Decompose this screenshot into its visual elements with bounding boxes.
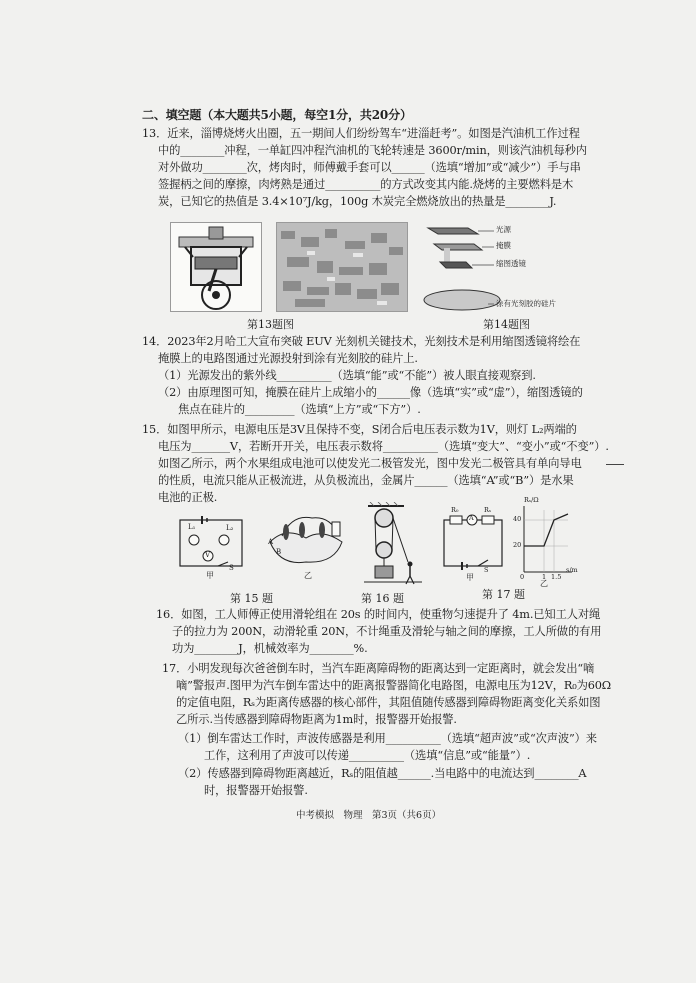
q17-line-6: 工作，这利用了声波可以传递__________（选填“信息”或“能量”）. [204, 749, 531, 762]
fig17-label-r0: R₀ [451, 506, 459, 514]
q14-line-2: 掩膜上的电路图通过光源投射到涂有光刻胶的硅片上. [158, 352, 418, 365]
fig17-label-a: A [469, 514, 474, 522]
figure-16-pulley [364, 502, 422, 586]
q14-line-1: 14．2023年2月哈工大宣布突破 EUV 光刻机关键技术，光刻技术是利用缩图透镜将绘在 [142, 335, 581, 348]
fig17-label-s: S [484, 566, 489, 574]
fig17-axis-x: s/m [566, 566, 578, 574]
fig15-sub-yi: 乙 [304, 571, 312, 580]
fig15-label-l1: L₁ [188, 523, 196, 531]
figure-15-circuit [174, 510, 250, 582]
fig14-label-light-source: 光源 [496, 225, 511, 234]
fig17-xtick-1-5: 1.5 [551, 573, 562, 581]
q15-line-4: 的性质，电流只能从正极流进，从负极流出，金属片______（选填“A”或“B”）是水果 [158, 474, 574, 487]
section-title: 二、填空题（本大题共5小题，每空1分，共20分） [142, 108, 412, 122]
fig15-sub-jia: 甲 [206, 571, 214, 580]
q14-line-5: 焦点在硅片的_________（选填“上方”或“下方”）. [178, 403, 421, 416]
q16-line-3: 功为________J，机械效率为________%. [172, 642, 368, 655]
q17-line-3: 的定值电阻，Rₛ为距离传感器的核心部件，其阻值随传感器到障碍物距离变化关系如图 [176, 696, 601, 709]
fig14-label-wafer: 涂有光刻胶的硅片 [496, 299, 556, 308]
q17-line-5: （1）倒车雷达工作时，声波传感器是利用__________（选填“超声波”或“次声波”）来 [178, 732, 597, 745]
q17-line-8: 时，报警器开始报警. [204, 784, 308, 797]
pulley-diagram [364, 502, 422, 586]
caption-figure-14: 第14题图 [483, 318, 530, 331]
q15-line-5: 电池的正极. [158, 491, 218, 504]
fig15-label-l2: L₂ [226, 524, 234, 532]
margin-mark [606, 464, 624, 465]
q17-line-4: 乙所示.当传感器到障碍物距离为1m时，报警器开始报警. [176, 713, 457, 726]
q14-line-4: （2）由原理图可知，掩膜在硅片上成缩小的______像（选填“实”或“虚”），缩图透镜的 [158, 386, 583, 399]
figure-13-photo [276, 222, 408, 312]
fig15-label-b: B [276, 548, 282, 556]
q15-line-1: 15．如图甲所示，电源电压是3V且保持不变，S闭合后电压表示数为1V，则灯 L₂两端的 [142, 423, 577, 436]
figure-15-fruit-battery [262, 508, 352, 586]
fig14-label-lens: 缩图透镜 [496, 259, 526, 268]
q13-line-5: 炭，已知它的热值是 3.4×10⁷J/kg，100g 木炭完全燃烧放出的热量是________J. [158, 195, 557, 208]
fig17-axis-y: Rₛ/Ω [524, 496, 539, 504]
fig17-xtick-1: 1 [542, 573, 547, 581]
q17-line-7: （2）传感器到障碍物距离越近，Rₛ的阻值越______.当电路中的电流达到________A [178, 767, 587, 780]
q14-line-3: （1）光源发出的紫外线__________（选填“能”或“不能”）被人眼直接观察到. [158, 369, 536, 382]
fig14-label-mask: 掩膜 [496, 241, 511, 250]
q15-line-3: 如图乙所示，两个水果组成电池可以使发光二极管发光，图中发光二极管具有单向导电 [158, 457, 582, 470]
figure-14-lithography [418, 218, 556, 314]
figure-13-engine [170, 222, 262, 312]
fig15-label-s: S [229, 564, 234, 572]
fig17-label-rs: Rₛ [484, 506, 492, 514]
q13-line-2: 中的________冲程，一单缸四冲程汽油机的飞轮转速是 3600r/min，则该汽油机每秒内 [158, 144, 587, 157]
q17-line-2: 嘀”警报声.图甲为汽车倒车雷达中的距离报警器简化电路图，电源电压为12V，R₀为60Ω [176, 679, 612, 692]
caption-figure-15: 第 15 题 [230, 592, 273, 605]
crowd-photo [277, 223, 407, 311]
page-footer: 中考模拟 物理 第3页（共6页） [296, 810, 442, 821]
q17-line-1: 17．小明发现每次爸爸倒车时，当汽车距离障碍物的距离达到一定距离时，就会发出“嘀 [162, 662, 595, 675]
fig17-ytick-40: 40 [513, 515, 522, 523]
fig17-ytick-20: 20 [513, 541, 522, 549]
q16-line-2: 子的拉力为 200N，动滑轮重 20N，不计绳重及滑轮与轴之间的摩擦，工人所做的有用 [172, 625, 602, 638]
fig15-label-a: A [268, 538, 274, 546]
engine-diagram [171, 223, 261, 311]
fig17-sub-yi: 乙 [540, 579, 548, 588]
fig17-xtick-0: 0 [520, 573, 525, 581]
figure-17-graph [510, 496, 578, 588]
q13-line-1: 13．近来，淄博烧烤火出圈，五一期间人们纷纷驾车“进淄赶考”。如图是汽油机工作过程 [142, 127, 580, 140]
q13-line-4: 签握柄之间的摩擦，肉烤熟是通过__________的方式改变其内能.烧烤的主要燃料是木 [158, 178, 574, 191]
fig17-sub-jia: 甲 [466, 573, 474, 582]
caption-figure-13: 第13题图 [247, 318, 294, 331]
fig15-label-v: V [205, 551, 211, 559]
caption-figure-16: 第 16 题 [361, 592, 404, 605]
q16-line-1: 16．如图，工人师傅正使用滑轮组在 20s 的时间内，使重物匀速提升了 4m.已知工人对绳 [156, 608, 601, 621]
q15-line-2: 电压为_______V，若断开开关，电压表示数将__________（选填“变大”、“变小”或“不变”）. [158, 440, 609, 453]
caption-figure-17: 第 17 题 [482, 588, 525, 601]
q13-line-3: 对外做功________次，烤肉时，师傅戴手套可以______（选填“增加”或“减少”）手与串 [158, 161, 581, 174]
figure-17-circuit [440, 506, 506, 584]
